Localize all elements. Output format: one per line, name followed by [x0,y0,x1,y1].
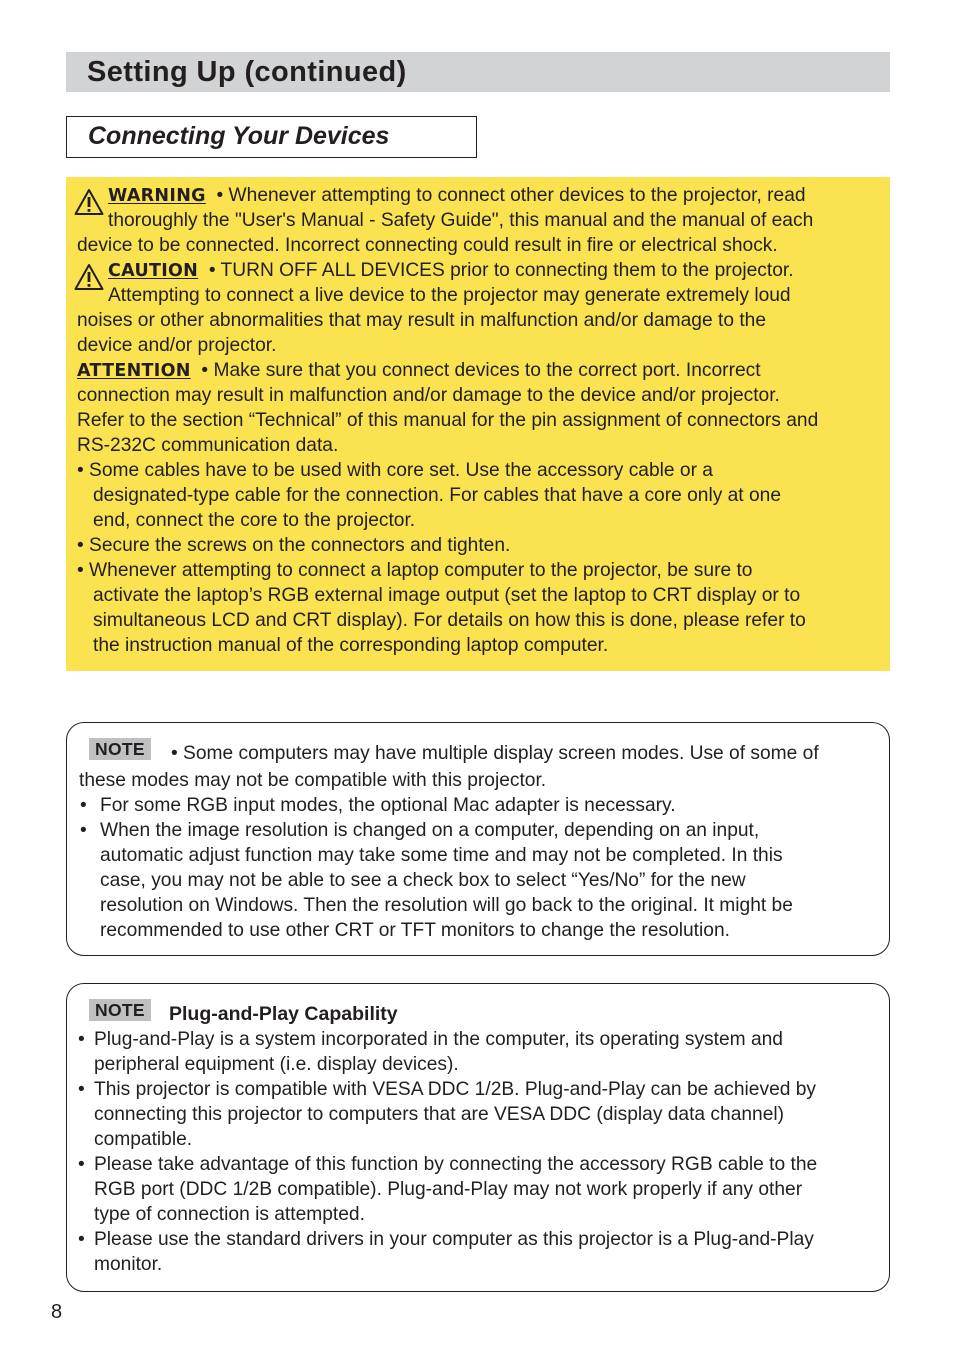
note-box-plug-and-play [66,983,890,1292]
caution-line-4: device and/or projector. [77,335,277,356]
warning-triangle-icon [74,188,104,216]
safety-bullet-3-line-2: activate the laptop’s RGB external image output (set the laptop to CRT display or to [93,585,801,606]
safety-box [66,177,890,671]
note1-bullet-marker: • [80,820,87,841]
note2-bullet-4-line-1: Please use the standard drivers in your computer as this projector is a Plug-and-Play [94,1229,814,1250]
note-badge: NOTE [89,999,151,1021]
caution-line-3: noises or other abnormalities that may result in malfunction and/or damage to the [77,310,766,331]
note2-bullet-marker: • [78,1154,85,1175]
note-badge: NOTE [89,738,151,760]
warning-line-1: WARNING • Whenever attempting to connect other devices to the projector, read [108,185,806,206]
page-number: 8 [51,1301,63,1323]
caution-label: CAUTION [108,261,199,281]
note2-bullet-marker: • [78,1079,85,1100]
warning-line-3: device to be connected. Incorrect connecting could result in fire or electrical shock. [77,235,778,256]
note-box-display-modes [66,722,890,956]
note2-bullet-2-line-2: connecting this projector to computers that are VESA DDC (display data channel) [94,1104,785,1125]
safety-bullet-3-line-3: simultaneous LCD and CRT display). For details on how this is done, please refer to [93,610,806,631]
note2-bullet-1-line-2: peripheral equipment (i.e. display devices). [94,1054,459,1075]
attention-line-2: connection may result in malfunction and/or damage to the device and/or projector. [77,385,780,406]
note1-bullet-marker: • [80,795,87,816]
attention-line-4: RS-232C communication data. [77,435,339,456]
note1-bullet-1-line-1: For some RGB input modes, the optional Mac adapter is necessary. [100,795,676,816]
note2-heading: Plug-and-Play Capability [169,1003,398,1025]
safety-bullet-3-line-1: • Whenever attempting to connect a laptop computer to the projector, be sure to [77,560,753,581]
caution-line-2: Attempting to connect a live device to the projector may generate extremely loud [108,285,791,306]
note1-bullet-2-line-1: When the image resolution is changed on a computer, depending on an input, [100,820,760,841]
note2-bullet-2-line-3: compatible. [94,1129,193,1150]
note2-bullet-marker: • [78,1229,85,1250]
note2-bullet-3-line-1: Please take advantage of this function by connecting the accessory RGB cable to the [94,1154,818,1175]
attention-line-1: ATTENTION • Make sure that you connect devices to the correct port. Incorrect [77,360,761,381]
warning-line-2: thoroughly the "User's Manual - Safety Guide", this manual and the manual of each [108,210,814,231]
attention-line-3: Refer to the section “Technical” of this manual for the pin assignment of connectors and [77,410,819,431]
section-heading-box [66,116,477,158]
note1-line-2: these modes may not be compatible with this projector. [79,770,547,791]
safety-bullet-3-line-4: the instruction manual of the corresponding laptop computer. [93,635,609,656]
note1-bullet-2-line-5: recommended to use other CRT or TFT monitors to change the resolution. [100,920,730,941]
note2-bullet-4-line-2: monitor. [94,1254,163,1275]
note2-bullet-3-line-3: type of connection is attempted. [94,1204,365,1225]
note1-bullet-2-line-2: automatic adjust function may take some time and may not be completed. In this [100,845,783,866]
caution-line-1: CAUTION • TURN OFF ALL DEVICES prior to connecting them to the projector. [108,260,794,281]
note1-bullet-2-line-4: resolution on Windows. Then the resolution will go back to the original. It might be [100,895,793,916]
attention-label: ATTENTION [77,361,191,381]
note2-bullet-3-line-2: RGB port (DDC 1/2B compatible). Plug-and-Play may not work properly if any other [94,1179,803,1200]
warning-label: WARNING [108,186,206,206]
page-title-bar [66,52,890,92]
safety-bullet-2-line-1: • Secure the screws on the connectors and tighten. [77,535,511,556]
page-title: Setting Up (continued) [87,56,407,88]
note2-bullet-2-line-1: This projector is compatible with VESA DDC 1/2B. Plug-and-Play can be achieved by [94,1079,817,1100]
note2-bullet-1-line-1: Plug-and-Play is a system incorporated in the computer, its operating system and [94,1029,783,1050]
caution-triangle-icon [74,263,104,291]
note2-bullet-marker: • [78,1029,85,1050]
safety-bullet-1-line-3: end, connect the core to the projector. [93,510,416,531]
section-heading: Connecting Your Devices [88,122,390,150]
note1-bullet-2-line-3: case, you may not be able to see a check box to select “Yes/No” for the new [100,870,746,891]
safety-bullet-1-line-1: • Some cables have to be used with core set. Use the accessory cable or a [77,460,713,481]
note1-line-1: • Some computers may have multiple display screen modes. Use of some of [171,743,819,764]
safety-bullet-1-line-2: designated-type cable for the connection. For cables that have a core only at one [93,485,781,506]
